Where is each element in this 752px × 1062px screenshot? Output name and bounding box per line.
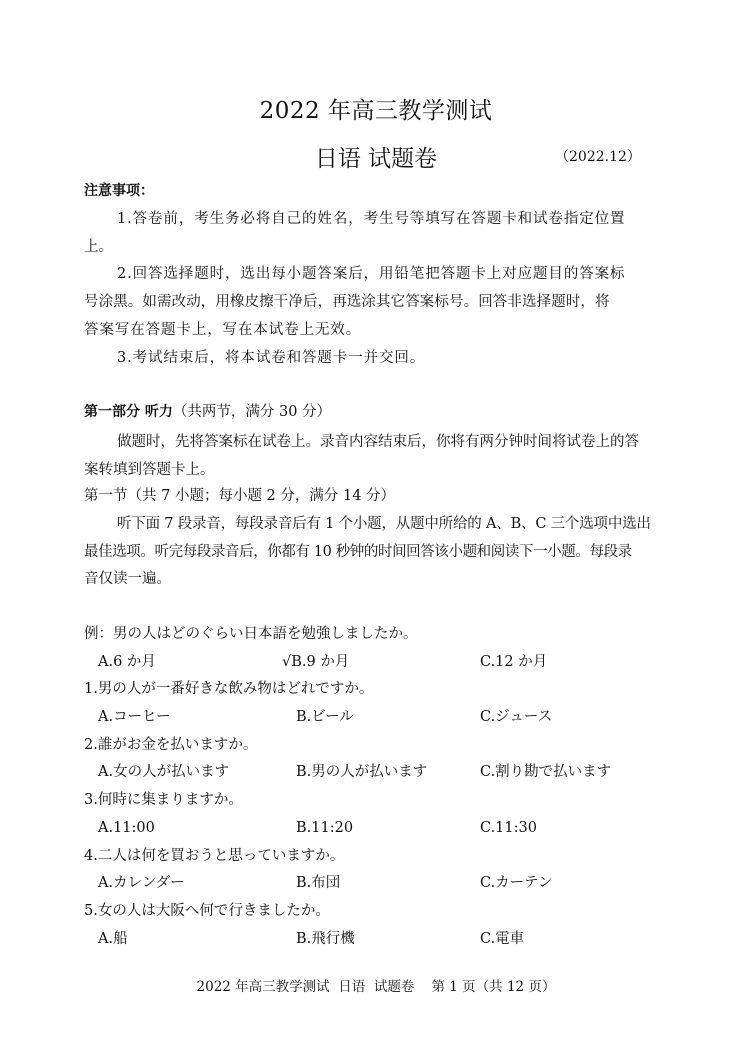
section1-line: 音仅读一遍。 bbox=[84, 571, 171, 587]
question-option: B.ビール bbox=[296, 709, 354, 725]
question-stem: 5.女の人は大阪へ何で行きましたか。 bbox=[84, 903, 330, 919]
question-stem: 2.誰がお金を払いますか。 bbox=[84, 737, 258, 753]
notice-heading: 注意事项： bbox=[84, 183, 154, 199]
section1-heading: 第一节（共 7 小题；每小题 2 分，满分 14 分） bbox=[84, 488, 396, 504]
question-option: A.11:00 bbox=[98, 820, 155, 836]
question-option: B.布団 bbox=[296, 875, 341, 891]
question-option: A.コーヒー bbox=[98, 709, 171, 725]
notice-line: 答案写在答题卡上，写在本试卷上无效。 bbox=[84, 322, 362, 338]
section1-line: 听下面 7 段录音，每段录音后有 1 个小题，从题中所给的 A、B、C 三个选项中选出 bbox=[117, 516, 651, 532]
notice-line: 上。 bbox=[84, 239, 113, 255]
question-option: B.飛行機 bbox=[296, 931, 355, 947]
part1-heading bbox=[84, 402, 331, 422]
page-footer: 2022 年高三教学测试 日语 试题卷 第 1 页（共 12 页） bbox=[196, 979, 556, 995]
notice-line: 3.考试结束后，将本试卷和答题卡一并交回。 bbox=[117, 350, 426, 366]
part1-intro-line: 做题时，先将答案标在试卷上。录音内容结束后，你将有两分钟时间将试卷上的答 bbox=[117, 434, 639, 450]
question-option: A.カレンダー bbox=[98, 875, 185, 891]
question-option: C.12 か月 bbox=[480, 654, 548, 670]
question-option: C.カーテン bbox=[480, 875, 553, 891]
question-option: C.11:30 bbox=[480, 820, 537, 836]
part1-heading-bold: 第一部分 听力 bbox=[84, 404, 173, 420]
section1-line: 最佳选项。听完每段录音后，你都有 10 秒钟的时间回答该小题和阅读下一小题。每段录 bbox=[84, 544, 632, 560]
question-option: B.男の人が払います bbox=[296, 764, 428, 780]
question-option: A.6 か月 bbox=[98, 654, 156, 670]
question-option: A.女の人が払います bbox=[98, 764, 230, 780]
page-title: 2022 年高三教学测试 bbox=[259, 98, 493, 124]
question-option: C.ジュース bbox=[480, 709, 553, 725]
question-option: C.電車 bbox=[480, 931, 525, 947]
question-option: B.11:20 bbox=[296, 820, 354, 836]
exam-date: （2022.12） bbox=[555, 149, 641, 165]
part1-intro-line: 案转填到答题卡上。 bbox=[84, 462, 215, 478]
page-subtitle: 日语 试题卷 bbox=[314, 146, 438, 172]
question-stem: 1.男の人が一番好きな飲み物はどれですか。 bbox=[84, 681, 374, 697]
question-stem: 4.二人は何を買おうと思っていますか。 bbox=[84, 848, 345, 864]
notice-line: 号涂黑。如需改动，用橡皮擦干净后，再选涂其它答案标号。回答非选择题时，将 bbox=[84, 294, 610, 310]
notice-line: 2.回答选择题时，选出每小题答案后，用铅笔把答题卡上对应题目的答案标 bbox=[117, 266, 626, 282]
notice-line: 1.答卷前，考生务必将自己的姓名，考生号等填写在答题卡和试卷指定位置 bbox=[117, 211, 626, 227]
question-stem: 3.何時に集まりますか。 bbox=[84, 792, 243, 808]
part1-heading-rest: （共两节，满分 30 分） bbox=[172, 404, 332, 420]
question-option: √B.9 か月 bbox=[282, 654, 350, 670]
question-stem: 例：男の人はどのぐらい日本語を勉強しましたか。 bbox=[84, 626, 418, 642]
question-option: C.割り勘で払います bbox=[480, 764, 612, 780]
question-option: A.船 bbox=[98, 931, 128, 947]
